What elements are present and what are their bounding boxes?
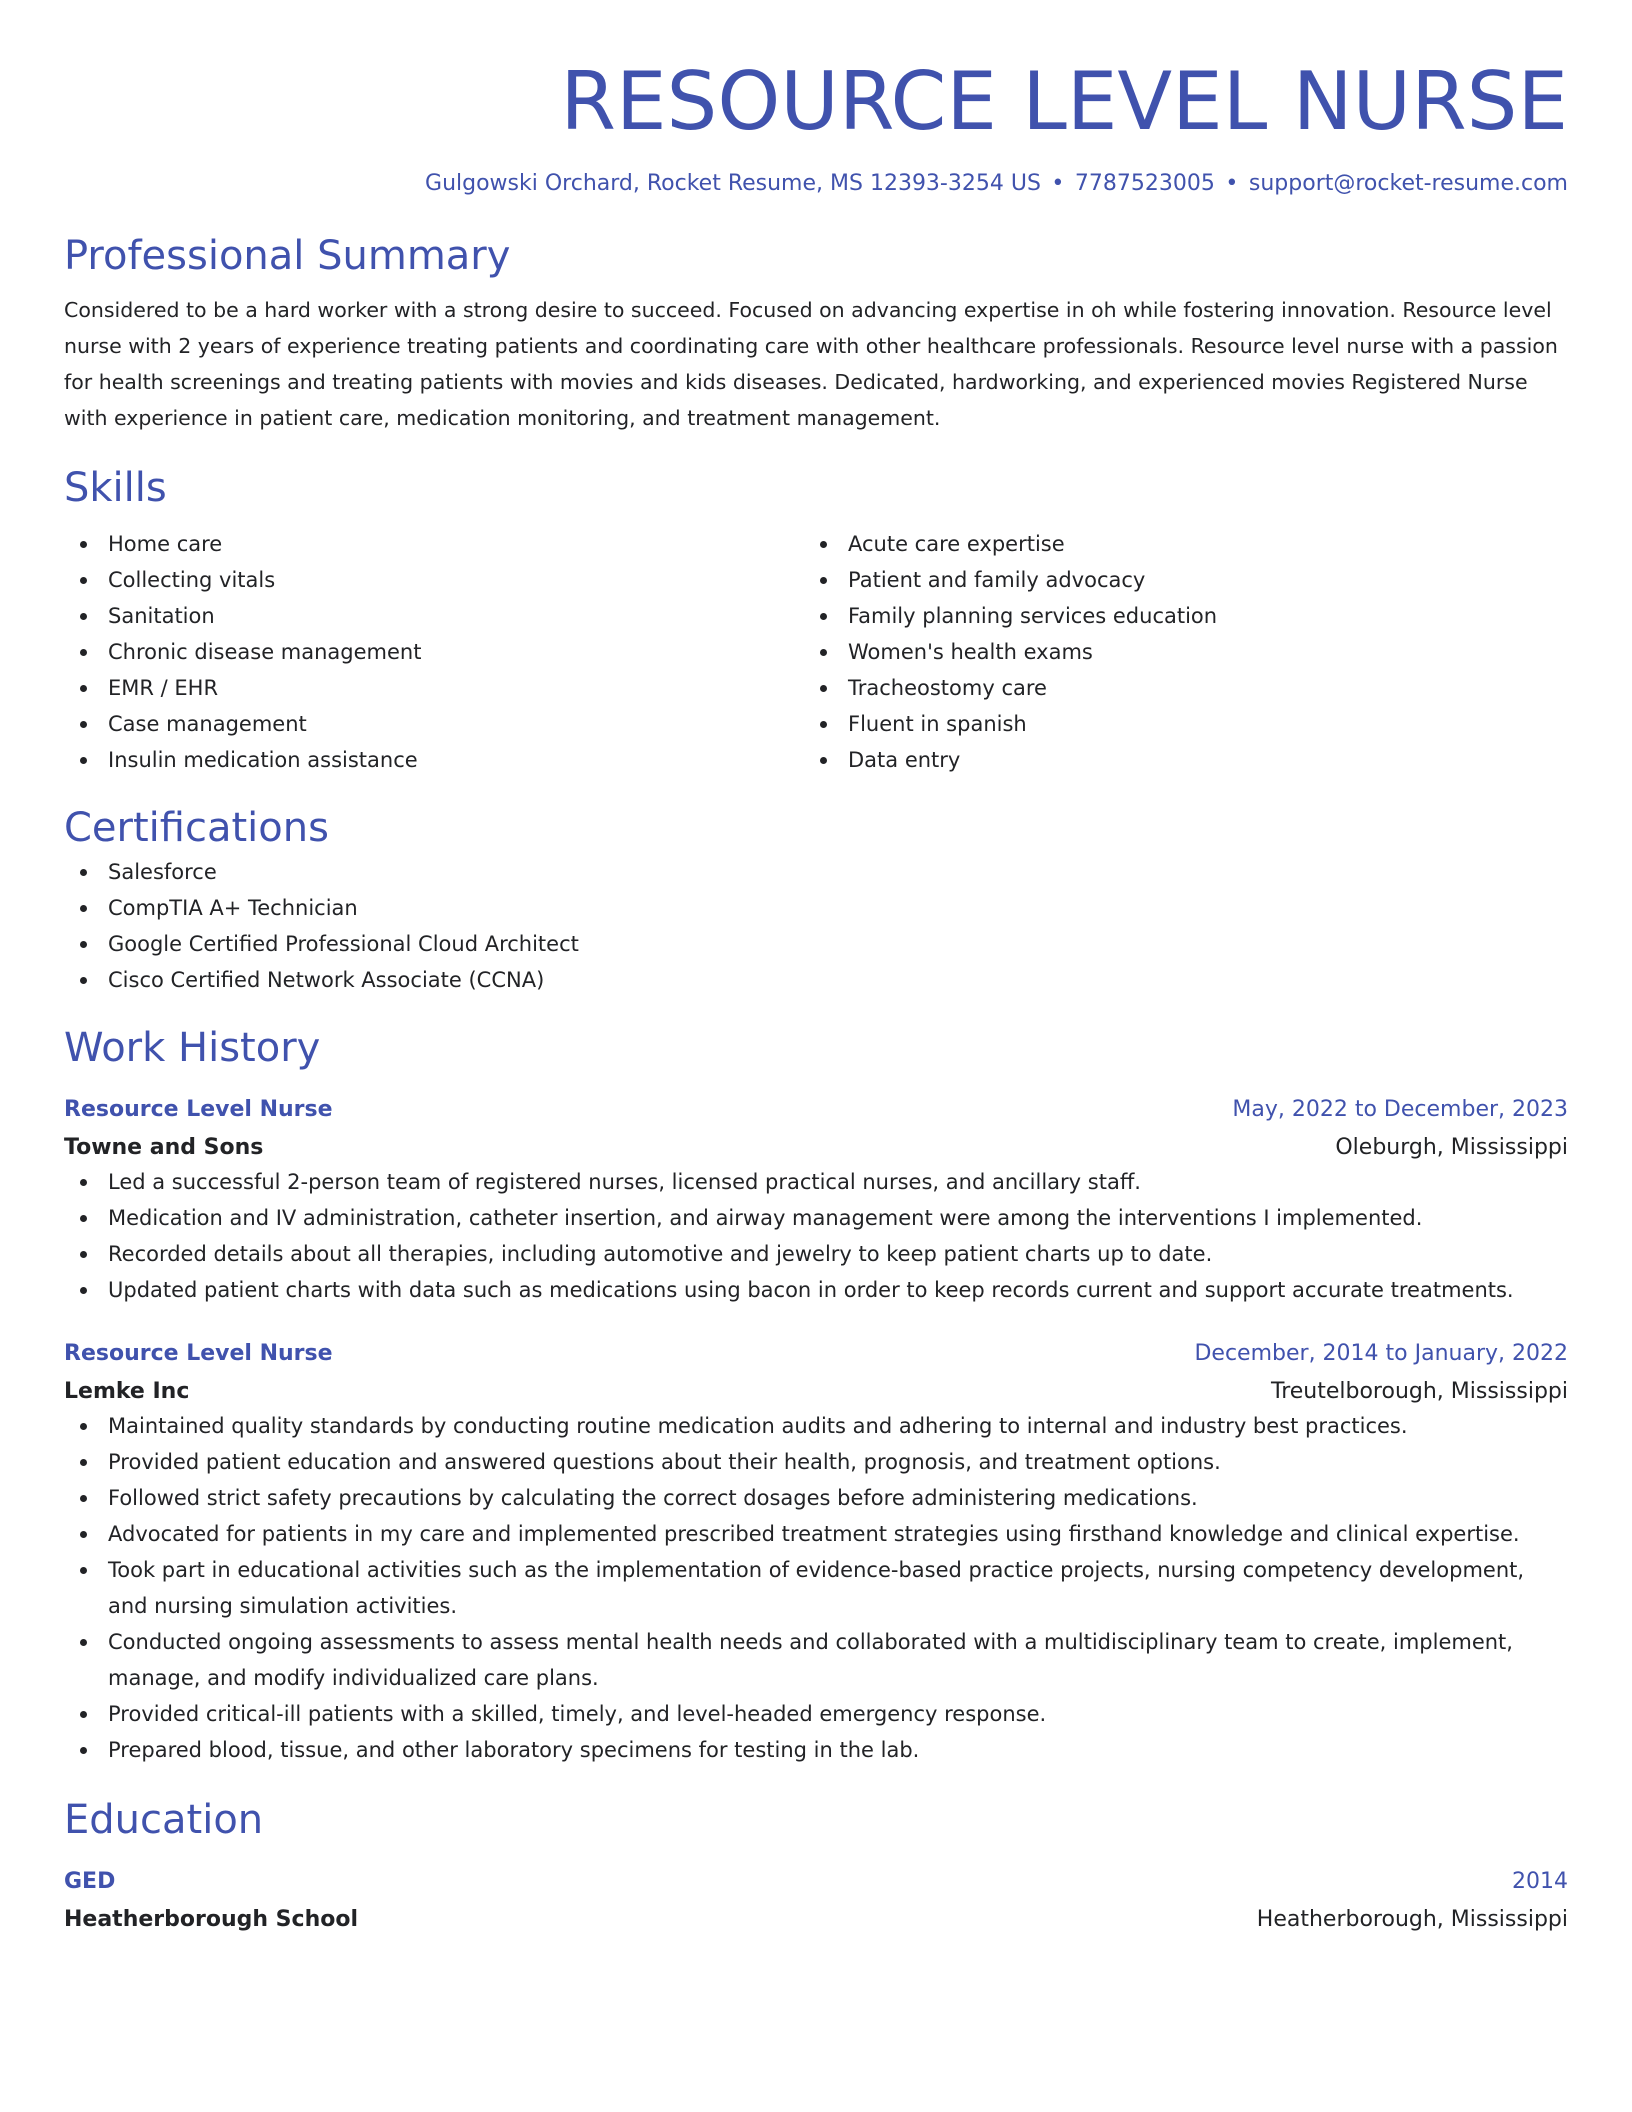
job-entry xyxy=(64,1338,1568,1768)
job-bullet xyxy=(64,1732,1568,1768)
skill-label: Sanitation xyxy=(108,604,215,628)
bullet-icon xyxy=(80,1495,87,1502)
job-role: Resource Level Nurse xyxy=(64,1341,333,1366)
skill-label: Fluent in spanish xyxy=(848,712,1027,736)
skill-label: Case management xyxy=(108,712,307,736)
job-bullet-text: Took part in educational activities such as the implementation of evidence-based practice projects, nursing competency development, and nursing simulation activities. xyxy=(108,1558,1525,1618)
skills-grid xyxy=(64,526,1568,778)
summary-text: Considered to be a hard worker with a strong desire to succeed. Focused on advancing expertise in oh while fostering innovation. Resource level nurse with 2 years of experience treating patients and coordinating care with other healthcare professionals. Resource level nurse with a passion for health screenings and treating patients with movies and kids diseases. Dedicated, hardworking, and experienced movies Registered Nurse with experience in patient care, medication monitoring, and treatment management. xyxy=(64,298,1558,430)
job-bullet-text: Advocated for patients in my care and implemented prescribed treatment strategies using firsthand knowledge and clinical expertise. xyxy=(108,1522,1520,1546)
job-bullet xyxy=(64,1408,1568,1444)
bullet-icon xyxy=(820,577,827,584)
job-header xyxy=(64,1338,1568,1370)
skill-item xyxy=(804,634,1544,670)
job-location: Oleburgh, Mississippi xyxy=(1335,1135,1568,1160)
education-subheader xyxy=(64,1904,1568,1936)
certifications-section xyxy=(64,802,1568,998)
education-header xyxy=(64,1866,1568,1898)
job-dates: December, 2014 to January, 2022 xyxy=(1194,1341,1568,1366)
job-bullet-text: Led a successful 2-person team of registered nurses, licensed practical nurses, and ancillary staff. xyxy=(108,1170,1141,1194)
skill-label: Acute care expertise xyxy=(848,532,1065,556)
bullet-icon xyxy=(80,1179,87,1186)
skill-item xyxy=(64,706,804,742)
job-entry xyxy=(64,1094,1568,1308)
bullet-icon xyxy=(820,541,827,548)
job-bullet xyxy=(64,1272,1568,1308)
certification-item xyxy=(64,854,1568,890)
bullet-icon xyxy=(80,1639,87,1646)
job-bullet-text: Conducted ongoing assessments to assess mental health needs and collaborated with a multidisciplinary team to create, implement, manage, and modify individualized care plans. xyxy=(108,1630,1513,1690)
job-bullet xyxy=(64,1696,1568,1732)
contact-line xyxy=(64,168,1568,200)
job-bullet-text: Maintained quality standards by conducting routine medication audits and adhering to internal and industry best practices. xyxy=(108,1414,1408,1438)
certification-label: Salesforce xyxy=(108,860,217,884)
skill-label: Insulin medication assistance xyxy=(108,748,418,772)
job-bullet-text: Provided critical-ill patients with a skilled, timely, and level-headed emergency response. xyxy=(108,1702,1047,1726)
skill-item xyxy=(804,742,1544,778)
work-history-section xyxy=(64,1022,1568,1768)
job-subheader xyxy=(64,1132,1568,1164)
bullet-icon xyxy=(80,869,87,876)
bullet-icon xyxy=(80,721,87,728)
job-bullet xyxy=(64,1552,1568,1624)
bullet-icon xyxy=(820,649,827,656)
bullet-icon xyxy=(80,1567,87,1574)
bullet-icon xyxy=(80,1287,87,1294)
bullet-icon xyxy=(80,649,87,656)
education-section xyxy=(64,1794,1568,1936)
skill-item xyxy=(64,526,804,562)
job-bullet-text: Prepared blood, tissue, and other laboratory specimens for testing in the lab. xyxy=(108,1738,920,1762)
certification-label: Cisco Certified Network Associate (CCNA) xyxy=(108,968,545,992)
bullet-icon xyxy=(80,1711,87,1718)
bullet-icon xyxy=(820,757,827,764)
job-bullet-text: Medication and IV administration, catheter insertion, and airway management were among the interventions I implemented. xyxy=(108,1206,1423,1230)
job-bullet xyxy=(64,1164,1568,1200)
certification-label: Google Certified Professional Cloud Architect xyxy=(108,932,579,956)
contact-email: support@rocket-resume.com xyxy=(1248,171,1568,196)
summary-section xyxy=(64,230,1568,436)
certification-item xyxy=(64,890,1568,926)
skill-label: EMR / EHR xyxy=(108,676,219,700)
skill-item xyxy=(804,598,1544,634)
resume-header xyxy=(64,0,1568,200)
bullet-icon xyxy=(80,613,87,620)
job-bullet-text: Updated patient charts with data such as medications using bacon in order to keep records current and support accurate treatments. xyxy=(108,1278,1514,1302)
skill-label: Data entry xyxy=(848,748,961,772)
bullet-icon xyxy=(80,757,87,764)
bullet-icon xyxy=(820,685,827,692)
job-bullet xyxy=(64,1236,1568,1272)
skill-item xyxy=(64,562,804,598)
job-bullet xyxy=(64,1624,1568,1696)
section-title-education: Education xyxy=(64,1797,264,1843)
job-bullet xyxy=(64,1480,1568,1516)
bullet-icon xyxy=(80,541,87,548)
job-location: Treutelborough, Mississippi xyxy=(1270,1379,1568,1404)
skill-item xyxy=(64,742,804,778)
skill-item xyxy=(804,670,1544,706)
bullet-icon xyxy=(80,1531,87,1538)
contact-separator: • xyxy=(1051,171,1065,196)
contact-separator: • xyxy=(1225,171,1239,196)
skill-item xyxy=(804,562,1544,598)
skill-label: Home care xyxy=(108,532,223,556)
bullet-icon xyxy=(80,1251,87,1258)
bullet-icon xyxy=(80,1459,87,1466)
certification-item xyxy=(64,962,1568,998)
job-bullet-text: Recorded details about all therapies, including automotive and jewelry to keep patient charts up to date. xyxy=(108,1242,1213,1266)
section-title-work-history: Work History xyxy=(64,1025,321,1071)
skill-item xyxy=(804,706,1544,742)
job-header xyxy=(64,1094,1568,1126)
job-bullets xyxy=(64,1164,1568,1308)
job-bullet-text: Followed strict safety precautions by calculating the correct dosages before administering medications. xyxy=(108,1486,1198,1510)
education-location: Heatherborough, Mississippi xyxy=(1256,1907,1568,1932)
section-title-skills: Skills xyxy=(64,465,167,511)
bullet-icon xyxy=(80,1747,87,1754)
bullet-icon xyxy=(80,1215,87,1222)
section-title-summary: Professional Summary xyxy=(64,233,511,279)
job-bullets xyxy=(64,1408,1568,1768)
skill-label: Chronic disease management xyxy=(108,640,422,664)
education-degree: GED xyxy=(64,1869,116,1894)
contact-address: Gulgowski Orchard, Rocket Resume, MS 12393-3254 US xyxy=(425,171,1041,196)
bullet-icon xyxy=(80,941,87,948)
bullet-icon xyxy=(820,613,827,620)
job-bullet xyxy=(64,1200,1568,1236)
job-role: Resource Level Nurse xyxy=(64,1097,333,1122)
resume-name: RESOURCE LEVEL NURSE xyxy=(560,55,1568,148)
skill-label: Collecting vitals xyxy=(108,568,276,592)
skills-list-left xyxy=(64,526,804,778)
section-title-certifications: Certifications xyxy=(64,805,329,851)
bullet-icon xyxy=(80,977,87,984)
certifications-list xyxy=(64,854,1568,998)
job-dates: May, 2022 to December, 2023 xyxy=(1232,1097,1568,1122)
job-bullet-text: Provided patient education and answered questions about their health, prognosis, and treatment options. xyxy=(108,1450,1221,1474)
skill-item xyxy=(64,634,804,670)
skill-label: Women's health exams xyxy=(848,640,1093,664)
job-company: Lemke Inc xyxy=(64,1379,190,1404)
bullet-icon xyxy=(80,905,87,912)
job-bullet xyxy=(64,1444,1568,1480)
skills-section xyxy=(64,462,1568,778)
skill-item xyxy=(64,670,804,706)
contact-phone: 7787523005 xyxy=(1074,171,1215,196)
skills-list-right xyxy=(804,526,1544,778)
job-bullet xyxy=(64,1516,1568,1552)
skill-label: Tracheostomy care xyxy=(848,676,1047,700)
certification-item xyxy=(64,926,1568,962)
skill-item xyxy=(804,526,1544,562)
skill-item xyxy=(64,598,804,634)
education-year: 2014 xyxy=(1512,1869,1568,1894)
education-school: Heatherborough School xyxy=(64,1907,359,1932)
bullet-icon xyxy=(80,577,87,584)
bullet-icon xyxy=(80,685,87,692)
education-entry xyxy=(64,1866,1568,1936)
skill-label: Family planning services education xyxy=(848,604,1218,628)
job-subheader xyxy=(64,1376,1568,1408)
skill-label: Patient and family advocacy xyxy=(848,568,1146,592)
job-company: Towne and Sons xyxy=(64,1135,264,1160)
bullet-icon xyxy=(80,1423,87,1430)
bullet-icon xyxy=(820,721,827,728)
certification-label: CompTIA A+ Technician xyxy=(108,896,358,920)
